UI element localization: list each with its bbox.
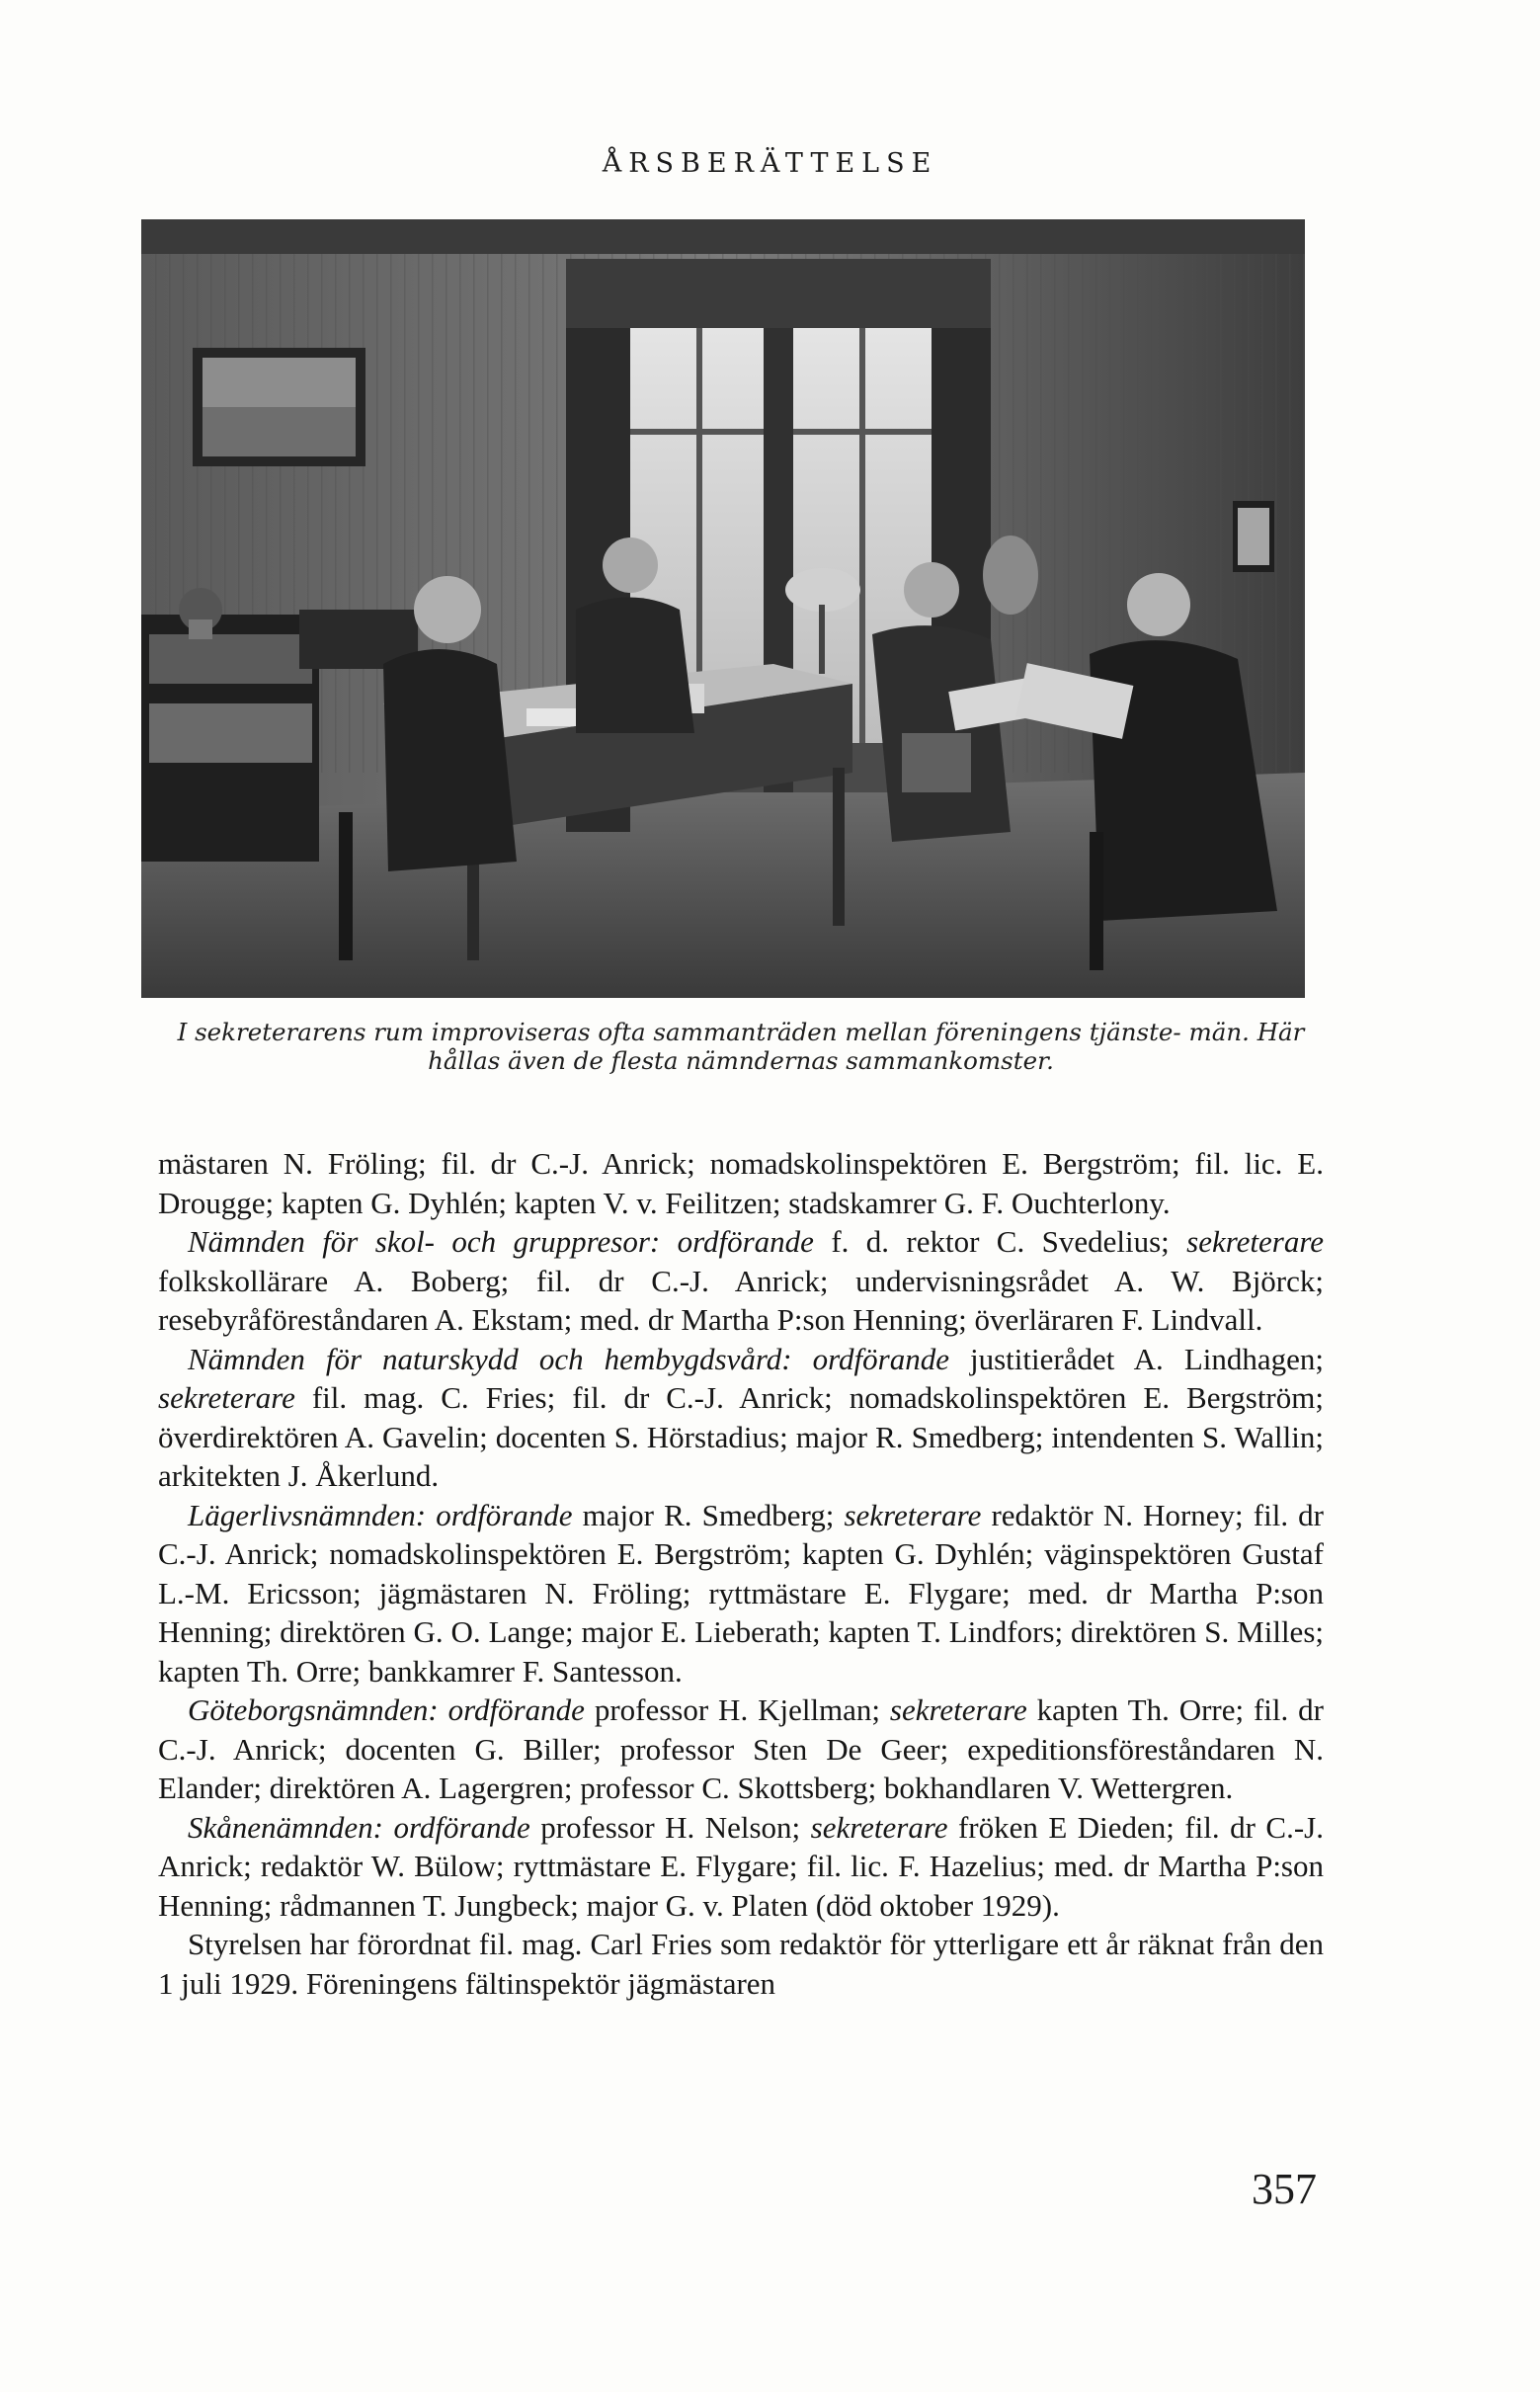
italic-run: Lägerlivsnämnden: ordförande — [188, 1497, 573, 1532]
body-text — [158, 1144, 1324, 2003]
text-run: professor H. Kjellman; — [584, 1692, 890, 1727]
paragraph — [158, 1144, 1324, 1222]
italic-run: Göteborgsnämnden: ordförande — [188, 1692, 585, 1727]
text-run: fröken E Dieden; fil. dr C.-J. Anrick; redaktör W. Bülow; ryttmästare E. Flygare; fil. lic. F. Hazelius; med. dr Martha P:son Henning; rådmannen T. Jungbeck; major G. v. Platen (död oktober 1929). — [158, 1809, 1324, 1923]
paragraph — [158, 1925, 1324, 2003]
text-run: professor H. Nelson; — [529, 1809, 811, 1845]
italic-run: sekreterare — [844, 1497, 982, 1532]
photograph-illustration — [141, 219, 1305, 998]
paragraph — [158, 1691, 1324, 1808]
office-meeting-photograph — [141, 219, 1305, 998]
text-run: redaktör N. Horney; fil. dr C.-J. Anrick; nomadskolinspektören E. Bergström; kapten G. Dyhlén; väginspektören Gustaf L.-M. Ericsson; jägmästaren N. Fröling; ryttmästare E. Flygare; med. dr Martha P:son Henning; direktören G. O. Lange; major E. Lieberath; kapten T. Lindfors; direktören S. Milles; kapten Th. Orre; bankkamrer F. Santesson. — [158, 1497, 1325, 1689]
paragraph — [158, 1222, 1324, 1340]
text-run: justitierådet A. Lindhagen; — [948, 1341, 1324, 1376]
running-head: ÅRSBERÄTTELSE — [602, 148, 938, 179]
text-run: mästaren N. Fröling; fil. dr C.-J. Anrick; nomadskolinspektören E. Bergström; fil. lic. E. Drougge; kapten G. Dyhlén; kapten V. v. Feilitzen; stadskamrer G. F. Ouchterlony. — [158, 1146, 1324, 1220]
photo-caption: I sekreterarens rum improviseras ofta sammanträden mellan föreningens tjänste- män. Här hållas även de flesta nämndernas sammankomster. — [177, 1018, 1305, 1075]
italic-run: sekreterare — [1186, 1224, 1324, 1259]
italic-run: Skånenämnden: ordförande — [188, 1809, 530, 1845]
italic-run: sekreterare — [158, 1380, 295, 1415]
page-number: 357 — [1252, 2165, 1317, 2213]
paragraph — [158, 1496, 1324, 1691]
italic-run: Nämnden för naturskydd och hembygdsvård: ordförande — [188, 1341, 949, 1376]
paragraph — [158, 1340, 1324, 1496]
text-run: kapten Th. Orre; fil. dr C.-J. Anrick; docenten G. Biller; professor Sten De Geer; expeditionsföreståndaren N. Elander; direktören A. Lagergren; professor C. Skottsberg; bokhandlaren V. Wettergren. — [158, 1692, 1324, 1805]
text-run: Styrelsen har förordnat fil. mag. Carl Fries som redaktör för ytterligare ett år räknat från den 1 juli 1929. Föreningens fältinspektör jägmästaren — [158, 1927, 1324, 2001]
italic-run: Nämnden för skol- och gruppresor: ordförande — [188, 1224, 814, 1259]
italic-run: sekreterare — [810, 1809, 948, 1845]
text-run: fil. mag. C. Fries; fil. dr C.-J. Anrick; nomadskolinspektören E. Bergström; överdirektören A. Gavelin; docenten S. Hörstadius; major R. Smedberg; intendenten S. Wallin; arkitekten J. Åkerlund. — [158, 1380, 1324, 1493]
italic-run: sekreterare — [889, 1692, 1027, 1727]
text-run: major R. Smedberg; — [572, 1497, 845, 1532]
text-run: folkskollärare A. Boberg; fil. dr C.-J. Anrick; undervisningsrådet A. W. Björck; resebyråföreståndaren A. Ekstam; med. dr Martha P:son Henning; överläraren F. Lindvall. — [158, 1263, 1324, 1337]
paragraph — [158, 1808, 1324, 1926]
text-run: f. d. rektor C. Svedelius; — [813, 1224, 1187, 1259]
